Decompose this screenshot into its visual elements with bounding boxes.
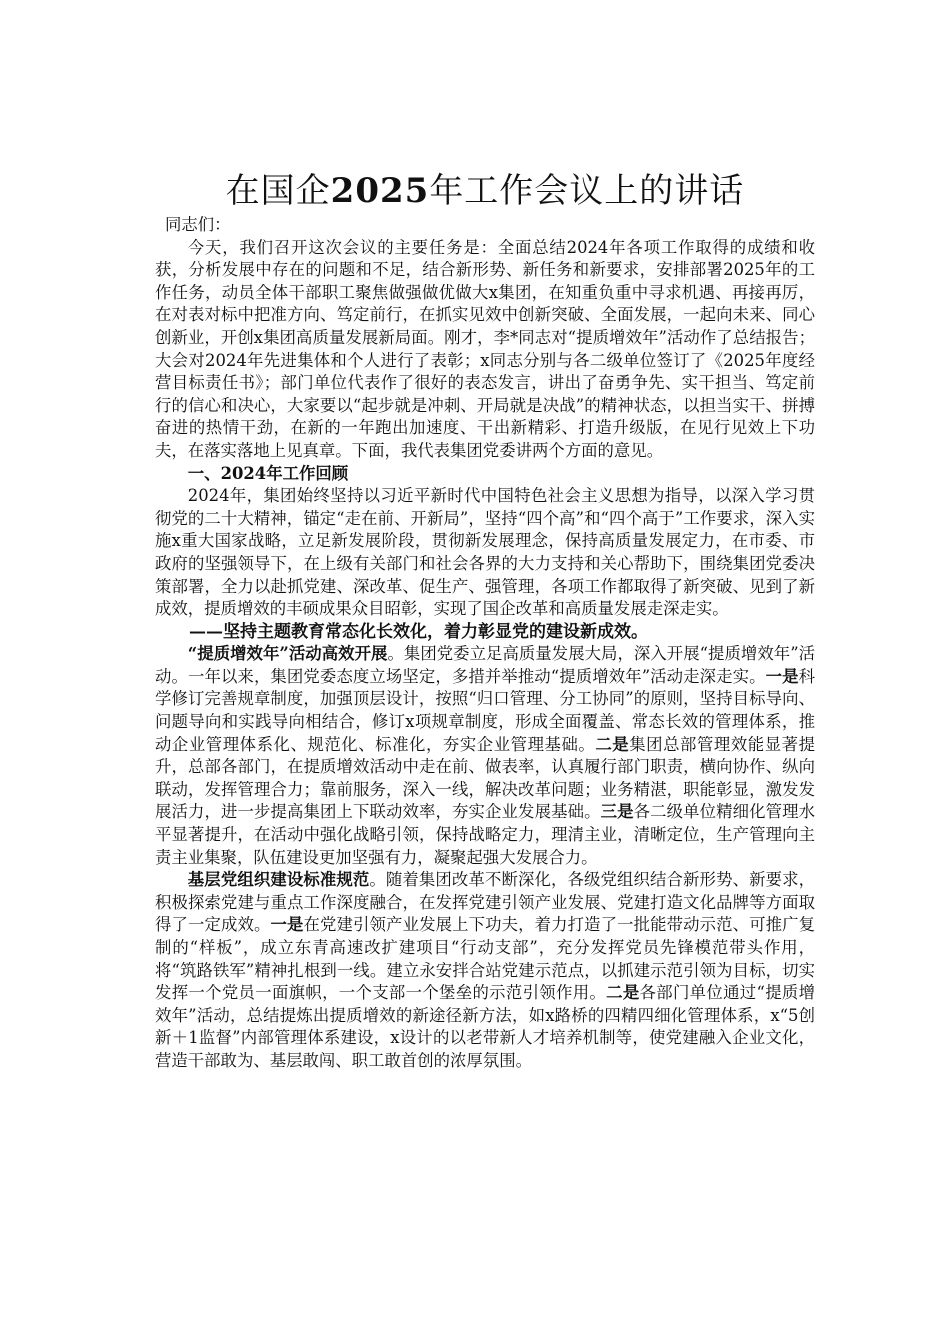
subsection-heading: ——坚持主题教育常态化长效化，着力彰显党的建设新成效。: [189, 621, 648, 642]
party-building-lead: 基层党组织建设标准规范: [187, 870, 370, 890]
party-building-paragraph: [155, 869, 815, 1072]
party-building-text-a: 。随着集团改革不断深化，各级党组织结合新形势、新要求，积极探索党建与重点工作深度融合，在发挥党建引领产业发展、党建打造文化品牌等方面取得了一定成效。: [155, 870, 815, 935]
activity-keyword-1: 一是: [765, 666, 799, 686]
section-heading: 一、2024年工作回顾: [187, 463, 349, 483]
party-building-text-c: 各部门单位通过“提质增效年”活动，总结提炼出提质增效的新途径新方法，如x路桥的四精四细化管理体系，x“5创新＋1监督”内部管理体系建设，x设计的以老带新人才培养机制等，使党建融入企业文化，营造干部敢为、基层敢闯、职工敢首创的浓厚氛围。: [155, 983, 816, 1070]
document-title: [155, 168, 815, 214]
party-building-keyword-1: 一是: [270, 915, 304, 935]
intro-paragraph: 今天，我们召开这次会议的主要任务是：全面总结2024年各项工作取得的成绩和收获，分析发展中存在的问题和不足，结合新形势、新任务和新要求，安排部署2025年的工作任务，动员全体干部职工聚焦做强做优做大x集团，在知重负重中寻求机遇、再接再厉，在对表对标中把准方向、笃定前行，在抓实见效中创新突破、全面发展，一起向未来、同心创新业，开创x集团高质量发展新局面。刚才，李*同志对“提质增效年”活动作了总结报告；大会对2024年先进集体和个人进行了表彰；x同志分别与各二级单位签订了《2025年度经营目标责任书》；部门单位代表作了很好的表态发言，讲出了奋勇争先、实干担当、笃定前行的信心和决心，大家要以“起步就是冲刺、开局就是决战”的精神状态，以担当实干、拼搏奋进的热情干劲，在新的一年跑出加速度、干出新精彩、打造升级版，在见行见效上下功夫，在落实落地上见真章。下面，我代表集团党委讲两个方面的意见。: [155, 237, 815, 460]
title-suffix: 年工作会议上的讲话: [429, 171, 745, 211]
activity-paragraph: [155, 643, 815, 869]
party-building-keyword-2: 二是: [606, 983, 640, 1003]
activity-text-a: 。集团党委立足高质量发展大局，深入开展“提质增效年”活动。一年以来，集团党委态度立场坚定，多措并举推动“提质增效年”活动走深走实。: [155, 644, 816, 686]
activity-text-d: 各二级单位精细化管理水平显著提升，在活动中强化战略引领，保持战略定力，理清主业，清晰定位，生产管理向主责主业集聚，队伍建设更加坚强有力，凝聚起强大发展合力。: [155, 802, 816, 867]
party-building-text-b: 在党建引领产业发展上下功夫，着力打造了一批能带动示范、可推广复制的“样板”，成立东青高速改扩建项目“行动支部”，充分发挥党员先锋模范带头作用，将“筑路铁军”精神扎根到一线。建立永安拌合站党建示范点，以抓建示范引领为目标，切实发挥一个党员一面旗帜，一个支部一个堡垒的示范引领作用。: [155, 915, 816, 1003]
greeting: 同志们：: [165, 215, 231, 234]
title-prefix: 在国企: [225, 171, 331, 211]
activity-lead: “提质增效年”活动高效开展: [187, 644, 388, 664]
activity-text-c: 集团总部管理效能显著提升，总部各部门，在提质增效活动中走在前、做表率，认真履行部门职责，横向协作、纵向联动，发挥管理合力；靠前服务，深入一线，解决改革问题；业务精湛，职能彰显，激发发展活力，进一步提高集团上下联动效率，夯实企业发展基础。: [155, 734, 816, 822]
review-paragraph: 2024年，集团始终坚持以习近平新时代中国特色社会主义思想为指导，以深入学习贯彻党的二十大精神，锚定“走在前、开新局”，坚持“四个高”和“四个高于”工作要求，深入实施x重大国家战略，立足新发展阶段，贯彻新发展理念，保持高质量发展定力，在市委、市政府的坚强领导下，在上级有关部门和社会各界的大力支持和关心帮助下，围绕集团党委决策部署，全力以赴抓党建、深改革、促生产、强管理，各项工作都取得了新突破、见到了新成效，提质增效的丰硕成果众目昭彰，实现了国企改革和高质量发展走深走实。: [155, 486, 815, 619]
activity-keyword-2: 二是: [595, 734, 630, 754]
document-page: [155, 168, 815, 1073]
activity-keyword-3: 三是: [600, 802, 634, 822]
title-year: 2025: [330, 171, 430, 211]
activity-text-b: 科学修订完善规章制度，加强顶层设计，按照“归口管理、分工协同”的原则，坚持目标导向、问题导向和实践导向相结合，修订x项规章制度，形成全面覆盖、常态长效的管理体系，推动企业管理体系化、规范化、标准化，夯实企业管理基础。: [155, 666, 815, 754]
